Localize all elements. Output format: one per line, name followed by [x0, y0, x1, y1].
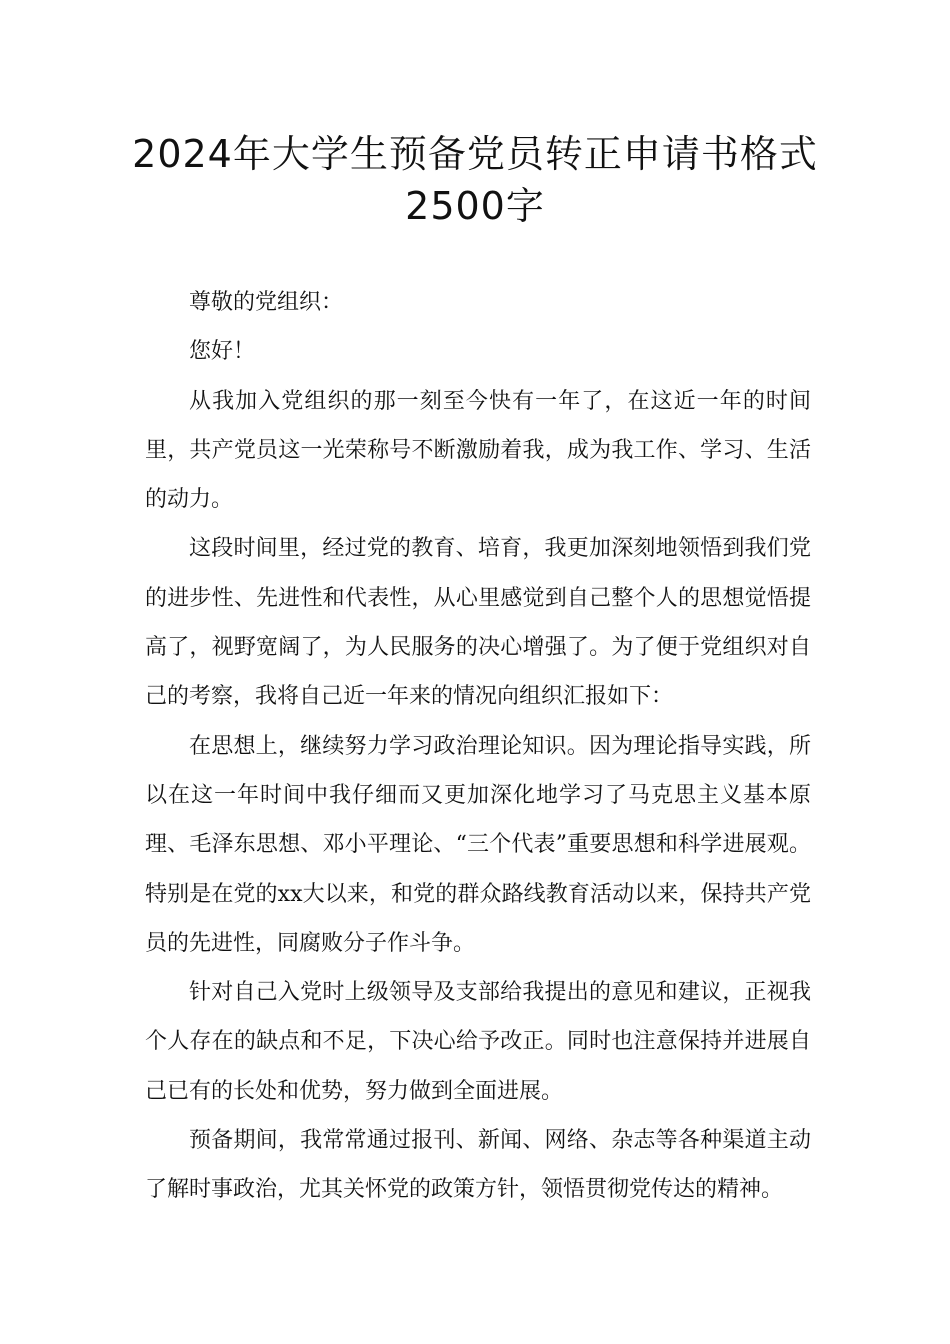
paragraph: 在思想上，继续努力学习政治理论知识。因为理论指导实践，所以在这一年时间中我仔细而又更加深化地学习了马克思主义基本原理、毛泽东思想、邓小平理论、“三个代表”重要思想和科学进展观。特别是在党的xx大以来，和党的群众路线教育活动以来，保持共产党员的先进性，同腐败分子作斗争。: [145, 733, 811, 956]
title-line-1: 2024年大学生预备党员转正申请书格式: [132, 132, 818, 176]
title-line-2: 2500字: [405, 184, 545, 228]
paragraph: 从我加入党组织的那一刻至今快有一年了，在这近一年的时间里，共产党员这一光荣称号不断激励着我，成为我工作、学习、生活的动力。: [145, 388, 811, 513]
paragraph: 这段时间里，经过党的教育、培育，我更加深刻地领悟到我们党的进步性、先进性和代表性，从心里感觉到自己整个人的思想觉悟提高了，视野宽阔了，为人民服务的决心增强了。为了便于党组织对自己的考察，我将自己近一年来的情况向组织汇报如下：: [145, 536, 811, 710]
document-title: [100, 128, 850, 232]
salutation: 尊敬的党组织：: [189, 290, 344, 315]
paragraph: 针对自己入党时上级领导及支部给我提出的意见和建议，正视我个人存在的缺点和不足，下决心给予改正。同时也注意保持并进展自己已有的长处和优势，努力做到全面进展。: [145, 980, 811, 1104]
paragraph: 预备期间，我常常通过报刊、新闻、网络、杂志等各种渠道主动了解时事政治，尤其关怀党的政策方针，领悟贯彻党传达的精神。: [145, 1128, 811, 1203]
greeting: 您好！: [189, 339, 256, 365]
document-body: [145, 278, 811, 1215]
